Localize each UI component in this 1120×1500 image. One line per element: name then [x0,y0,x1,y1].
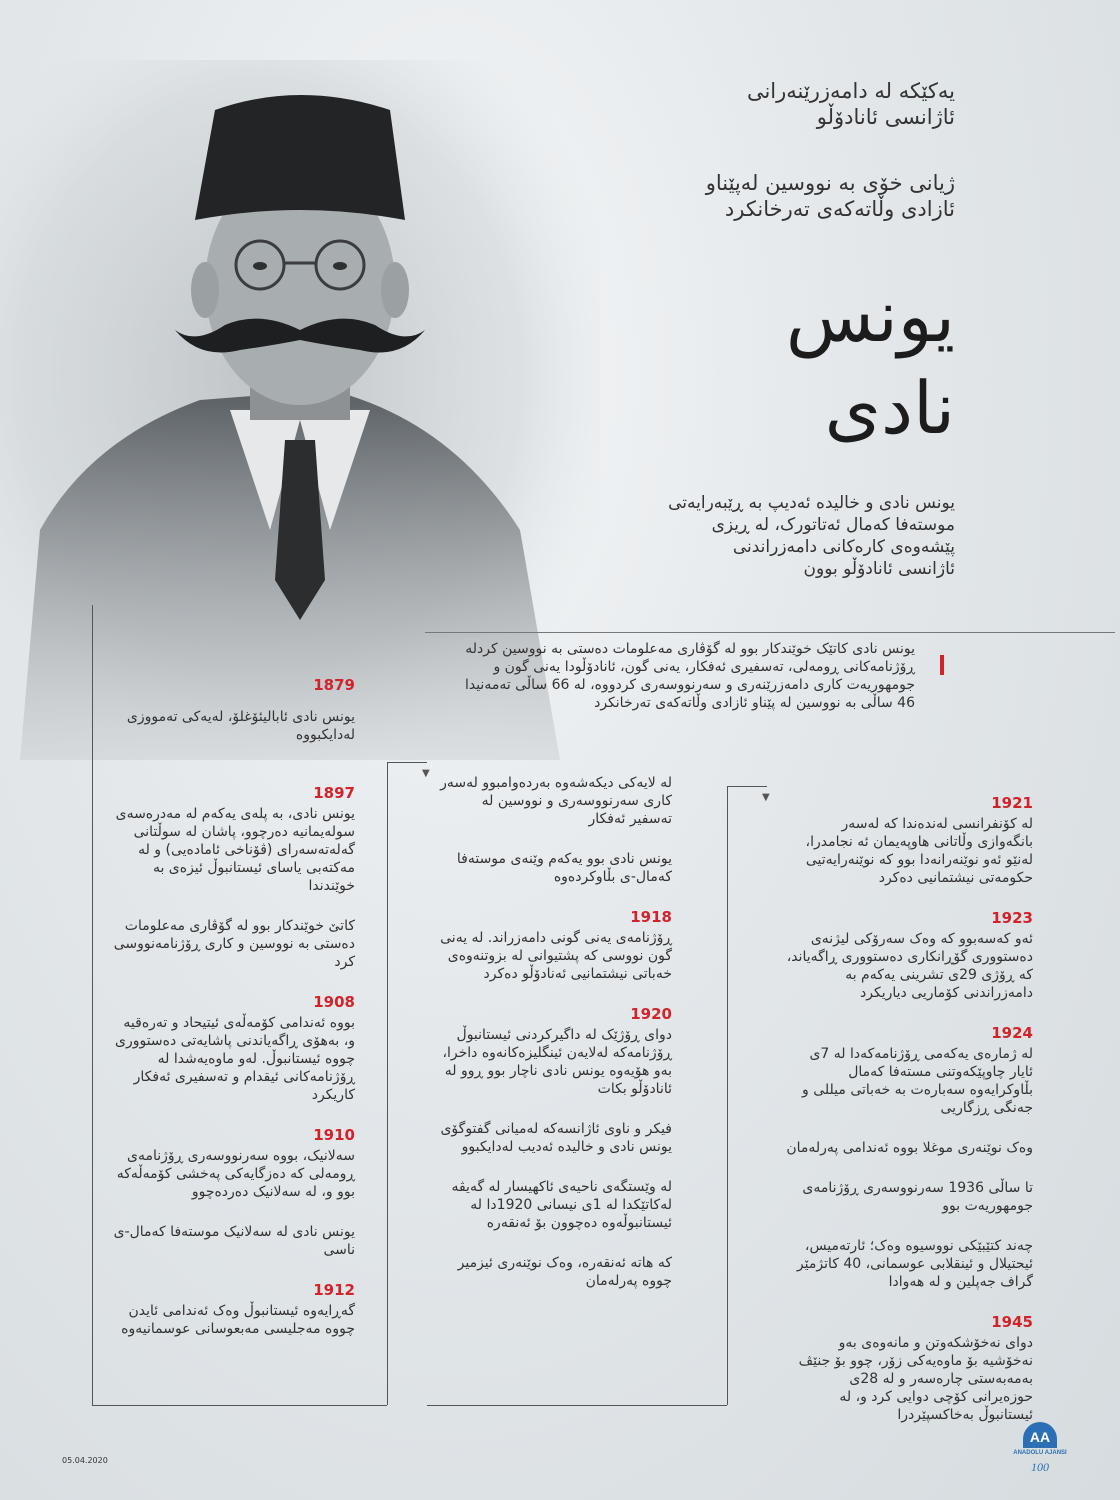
timeline-connector-bottom-2 [427,1405,727,1406]
year-1908: 1908 [313,993,355,1011]
tagline-line-1: یەکێکە لە دامەزرێنەرانی [746,79,955,103]
subtitle-line-2: ئازادی وڵاتەکەی تەرخانکرد [724,197,955,221]
year-1920: 1920 [630,1005,672,1023]
logo-name: ANADOLU AJANSI [1013,1450,1067,1456]
subtitle [706,170,955,222]
anadolu-logo [1005,1422,1075,1486]
timeline-connector-top-2 [727,786,767,787]
year-1910: 1910 [313,1126,355,1144]
timeline-column-3 [785,794,1033,1446]
event-1908: بووە ئەندامی کۆمەڵەی ئیتیحاد و تەرەقیە و، بەهۆی ڕاگەیاندنی پاشایەتی دەستووری چووە ئیستانبوڵ. لەو ماوەیەشدا لە ڕۆژنامەکانی ئیقدام و تەسفیری ئەفکار کاریکرد [115,1015,355,1103]
title-last-name: نادی [824,366,955,450]
page-title [786,270,955,454]
tagline [747,78,955,130]
event-1924-b: وەک نوێنەری موغلا بووە ئەندامی پەرلەمان [786,1140,1033,1156]
timeline-line-left [92,605,93,1405]
year-1912: 1912 [313,1281,355,1299]
timeline-column-1 [110,676,355,1360]
timeline-line-center-right [727,786,728,1405]
event-1924: لە ژمارەی یەکەمی ڕۆژنامەکەدا لە 7ی ئایار چاوپێکەوتنی مستەفا کەمال بڵاوکرایەوە سەبارەت بە خەباتی میللی و جەنگی ڕزگاریی [802,1046,1033,1116]
event-1910: سەلانیک، بووە سەرنووسەری ڕۆژنامەی ڕومەلی کە دەزگایەکی پەخشی کۆمەڵەکە بوو و، لە سەلانیک دەردەچوو [116,1148,355,1200]
lead-line-2: موستەفا کەمال ئەتاتورک، لە ڕیزی [711,515,955,535]
year-1897: 1897 [313,784,355,802]
intro-paragraph: یونس نادی کاتێک خوێندکار بوو لە گۆڤاری مەعلومات دەستی بە نووسین کردلە ڕۆژنامەکانی ڕومەلی، تەسفیری ئەفکار، یەنی گون، ئانادۆڵودا یەنی گون و جومهوریەت کاری دامەزرێنەری و سەرنووسەری کردووە، لە 66 ساڵی تەمەنیدا 46 ساڵی بە نووسین لە پێناو ئازادی وڵاتەکەی تەرخانکرد [464,641,915,711]
event-1945: دوای نەخۆشکەوتن و مانەوەی بەو نەخۆشیە بۆ ماوەیەکی زۆر، چوو بۆ جنێڤ بەمەبەستی چارەسەر و لە 28ی حوزەیرانی کۆچی دوایی کرد و، لە ئیستانبوڵ بەخاکسپێردرا [798,1335,1033,1423]
year-1945: 1945 [991,1313,1033,1331]
event-1897: یونس نادی، بە پلەی یەکەم لە مەدرەسەی سولەیمانیە دەرچوو، پاشان لە سوڵتانی گەلەتەسەرای (ڤۆناخی ئامادەیی) و لە مەکتەبی یاسای ئیستانبوڵ ئیزەی بە خوێندندا [115,806,355,894]
lead-line-3: پێشەوەی کارەکانی دامەزراندنی [732,537,955,557]
event-1897-b: کاتێ خوێندکار بوو لە گۆڤاری مەعلومات دەستی بە نووسین و کاری ڕۆژنامەنووسی کرد [113,918,355,970]
year-1918: 1918 [630,908,672,926]
accent-bar [940,655,944,675]
event-1924-d: چەند کتێبێکی نووسیوە وەک؛ ئارتەمیس، ئیحتیلال و ئینقلابی عوسمانی، 40 کاتژمێر گراف جەپلین و لە هەوادا [796,1238,1033,1290]
tagline-line-2: ئاژانسی ئانادۆڵو [816,105,955,129]
publish-date: 05.04.2020 [62,1456,108,1465]
year-1924: 1924 [991,1024,1033,1042]
event-1879: یونس نادی ئابالیئۆغلۆ، لەیەکی تەمووزی لەدایکبووە [126,709,355,743]
event-1920-d: کە هاتە ئەنقەرە، وەک نوێنەری ئیزمیر چووە پەرلەمان [457,1255,672,1289]
event-1918: ڕۆژنامەی یەنی گونی دامەزراند. لە یەنی گون نووسی کە پشتیوانی لە بزوتنەوەی خەباتی نیشتمانیی ئەنادۆڵو دەکرد [440,930,672,982]
timeline-connector-top-1 [387,762,427,763]
event-1912: گەڕایەوە ئیستانبوڵ وەک ئەندامی ئایدن چووە مەجلیسی مەبعوسانی عوسمانیەوە [121,1303,355,1337]
arrow-down-icon: ▼ [762,792,770,803]
event-1920: دوای ڕۆژێک لە داگیرکردنی ئیستانبوڵ ڕۆژنامەکە لەلایەن ئینگلیزەکانەوە داخرا، بەو هۆیەوە یونس نادی ناچار بوو ڕوو لە ئانادۆڵو بکات [442,1027,672,1097]
timeline-connector-bottom-1 [92,1405,387,1406]
divider-line [425,632,1115,633]
lead-line-1: یونس نادی و خالیدە ئەدیپ بە ڕێبەرایەتی [668,493,955,513]
lead-line-4: ئاژانسی ئانادۆڵو بوون [803,559,955,579]
timeline-line-center-left [387,762,388,1405]
event-1920-c: لە وێستگەی ناحیەی ئاکهیسار لە گەیڤە لەکاتێکدا لە 1ی نیسانی 1920دا لە ئیستانبوڵەوە دەچوون بۆ ئەنقەرە [451,1179,672,1231]
year-1879: 1879 [313,676,355,694]
subtitle-line-1: ژیانی خۆی بە نووسین لەپێناو [705,171,955,195]
event-1924-c: تا ساڵی 1936 سەرنووسەری ڕۆژنامەی جومهوریەت بوو [802,1180,1033,1214]
logo-mark-icon: AA [1023,1422,1057,1448]
arrow-down-icon: ▼ [422,768,430,779]
timeline-column-2 [440,774,672,1312]
event-intro-a: لە لایەکی دیکەشەوە بەردەوامبوو لەسەر کاری سەرنووسەری و نووسین لە تەسفیر ئەفکار [440,775,672,827]
title-first-name: یونس [785,274,955,358]
event-1921: لە کۆنفرانسی لەندەندا کە لەسەر بانگەوازی وڵاتانی هاوپەیمان ئە نجامدرا، لەنێو ئەو نوێنەرانەدا بوو کە نوێنەرایەتیی حکومەتی نیشتمانیی دەکرد [805,816,1033,886]
event-1910-b: یونس نادی لە سەلانیک موستەفا کەمال-ی ناسی [113,1224,355,1258]
lead-paragraph [495,492,955,580]
year-1923: 1923 [991,909,1033,927]
event-1920-b: فیکر و ناوی ئاژانسەکە لەمیانی گفتوگۆی یونس نادی و خالیدە ئەدیب لەدایکبوو [440,1121,672,1155]
event-intro-b: یونس نادی بوو یەکەم وێنەی موستەفا کەمال-ی بڵاوکردەوە [456,851,672,885]
event-1923: ئەو کەسەبوو کە وەک سەرۆکی لیژنەی دەستووری گۆڕانکاری دەستووری ڕاگەیاند، کە ڕۆژی 29ی تشرینی یەکەم بە دامەزراندنی کۆماریی دیاریکرد [786,931,1033,1001]
logo-anniversary: 100 [1031,1460,1049,1474]
year-1921: 1921 [991,794,1033,812]
